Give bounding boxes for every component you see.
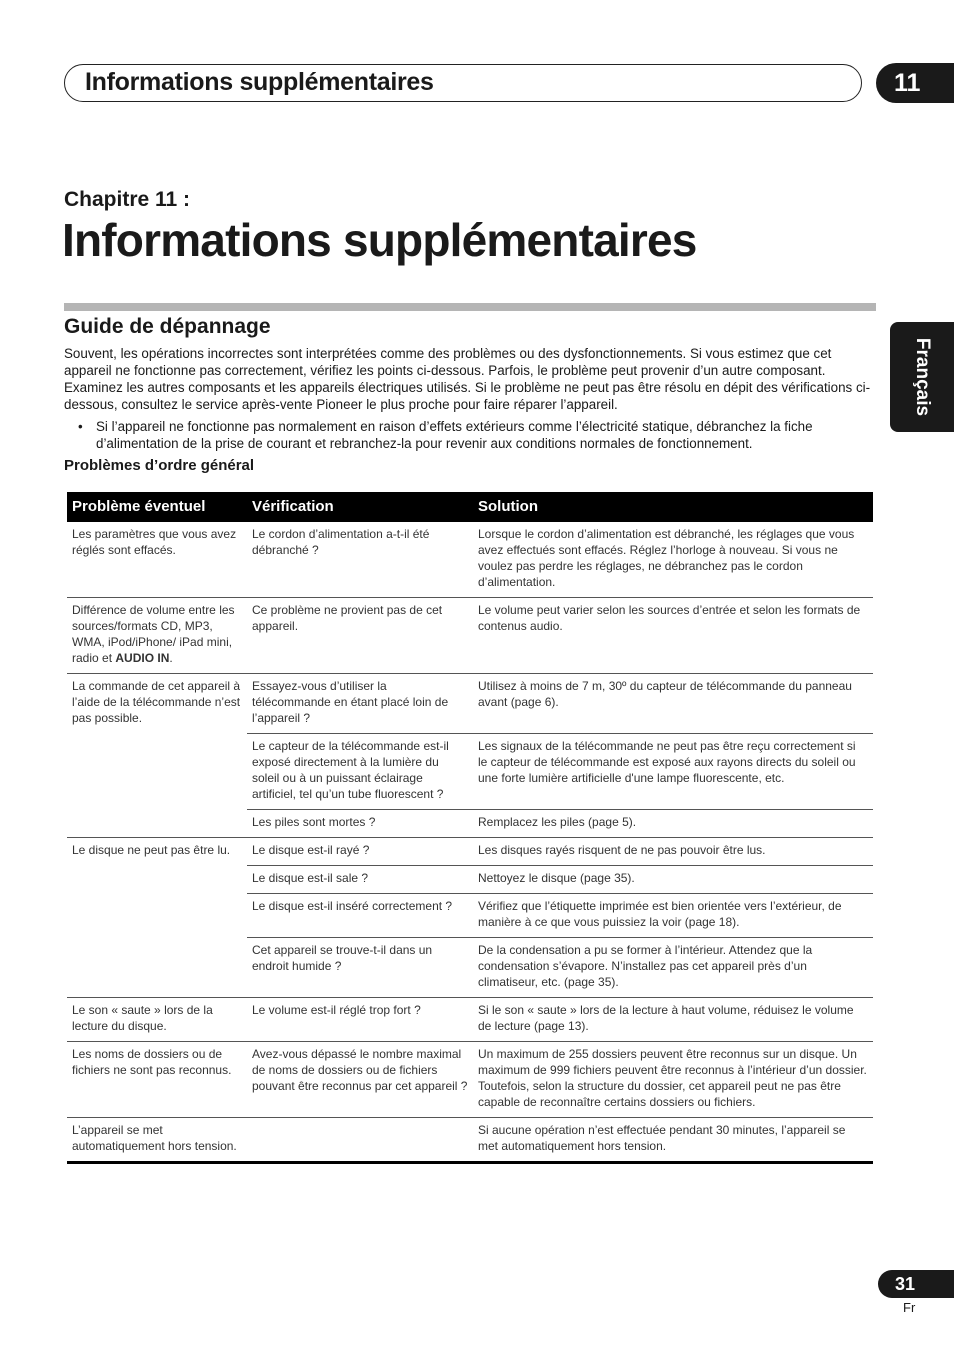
solution-cell: Si le son « saute » lors de la lecture à haut volume, réduisez le volume de lecture (page 13). bbox=[473, 998, 873, 1042]
column-header-solution: Solution bbox=[473, 492, 873, 522]
problem-cell: Les noms de dossiers ou de fichiers ne sont pas reconnus. bbox=[67, 1042, 247, 1118]
problem-cell: Le son « saute » lors de la lecture du disque. bbox=[67, 998, 247, 1042]
section-title: Guide de dépannage bbox=[64, 315, 271, 338]
table-row bbox=[67, 1042, 873, 1118]
check-cell: Le capteur de la télécommande est-il exposé directement à la lumière du soleil ou à un puissant éclairage artificiel, tel qu’un tube fluorescent ? bbox=[247, 734, 473, 810]
solution-cell: Le volume peut varier selon les sources d’entrée et selon les formats de contenus audio. bbox=[473, 598, 873, 674]
table-row bbox=[67, 522, 873, 598]
bullet-text: Si l’appareil ne fonctionne pas normalement en raison d’effets extérieurs comme l’électricité statique, débranchez la fiche d’alimentation de la prise de courant et rebranchez-la pour revenir aux conditions normales de fonctionnement. bbox=[96, 419, 813, 451]
table-row bbox=[67, 998, 873, 1042]
problem-cell: L’appareil se met automatiquement hors tension. bbox=[67, 1118, 247, 1163]
page-title: Informations supplémentaires bbox=[62, 214, 697, 266]
solution-cell: Utilisez à moins de 7 m, 30º du capteur de télécommande du panneau avant (page 6). bbox=[473, 674, 873, 734]
solution-cell: Lorsque le cordon d’alimentation est débranché, les réglages que vous avez effectués sont effacés. Réglez l’horloge à nouveau. Si vous ne voulez pas perdre les réglages, ne débranchez pas le cordon d’alimentation. bbox=[473, 522, 873, 598]
problem-cell: Les paramètres que vous avez réglés sont effacés. bbox=[67, 522, 247, 598]
problem-cell: Le disque ne peut pas être lu. bbox=[67, 838, 247, 998]
solution-cell: De la condensation a pu se former à l’intérieur. Attendez que la condensation s’évapore. N’installez pas cet appareil près d’un climatiseur, etc. (page 35). bbox=[473, 938, 873, 998]
problem-cell bbox=[67, 598, 247, 674]
solution-cell: Remplacez les piles (page 5). bbox=[473, 810, 873, 838]
bullet-note bbox=[64, 418, 876, 452]
solution-cell: Nettoyez le disque (page 35). bbox=[473, 866, 873, 894]
chapter-label: Chapitre 11 : bbox=[64, 188, 191, 211]
solution-cell: Si aucune opération n’est effectuée pendant 30 minutes, l’appareil se met automatiquement hors tension. bbox=[473, 1118, 873, 1163]
problem-text: Différence de volume entre les sources/formats CD, MP3, WMA, iPod/iPhone/ iPad mini, radio et bbox=[72, 603, 235, 665]
page-number-badge: 31 bbox=[878, 1270, 954, 1298]
check-cell: Avez-vous dépassé le nombre maximal de noms de dossiers ou de fichiers pouvant être reconnus par cet appareil ? bbox=[247, 1042, 473, 1118]
column-header-check: Vérification bbox=[247, 492, 473, 522]
header-title: Informations supplémentaires bbox=[85, 68, 434, 96]
check-cell: Cet appareil se trouve-t-il dans un endroit humide ? bbox=[247, 938, 473, 998]
table-row bbox=[67, 1118, 873, 1163]
check-cell: Le disque est-il rayé ? bbox=[247, 838, 473, 866]
problem-suffix: . bbox=[169, 651, 173, 665]
solution-cell: Vérifiez que l’étiquette imprimée est bien orientée vers l’extérieur, de manière à ce que vous puissiez la voir (page 18). bbox=[473, 894, 873, 938]
table-row bbox=[67, 598, 873, 674]
check-cell: Le disque est-il sale ? bbox=[247, 866, 473, 894]
subheading: Problèmes d’ordre général bbox=[64, 457, 255, 474]
table-row bbox=[67, 838, 873, 866]
table-header-row bbox=[67, 492, 873, 522]
chapter-number-badge: 11 bbox=[876, 63, 954, 103]
section-divider bbox=[64, 303, 876, 311]
language-code: Fr bbox=[903, 1300, 916, 1315]
column-header-problem: Problème éventuel bbox=[67, 492, 247, 522]
check-cell: Essayez-vous d’utiliser la télécommande en étant placé loin de l’appareil ? bbox=[247, 674, 473, 734]
check-cell: Le disque est-il inséré correctement ? bbox=[247, 894, 473, 938]
check-cell: Ce problème ne provient pas de cet appareil. bbox=[247, 598, 473, 674]
bullet-dot: • bbox=[78, 419, 83, 434]
solution-cell: Les disques rayés risquent de ne pas pouvoir être lus. bbox=[473, 838, 873, 866]
header-bar bbox=[64, 64, 862, 102]
language-tab-label: Français bbox=[912, 337, 933, 417]
problem-bold-text: AUDIO IN bbox=[115, 651, 170, 665]
table-row bbox=[67, 674, 873, 734]
check-cell: Les piles sont mortes ? bbox=[247, 810, 473, 838]
language-tab bbox=[890, 322, 954, 432]
check-cell: Le cordon d’alimentation a-t-il été débranché ? bbox=[247, 522, 473, 598]
troubleshooting-table bbox=[67, 492, 873, 1164]
check-cell bbox=[247, 1118, 473, 1163]
problem-cell: La commande de cet appareil à l’aide de la télécommande n’est pas possible. bbox=[67, 674, 247, 838]
intro-paragraph: Souvent, les opérations incorrectes sont interprétées comme des problèmes ou des dysfonctionnements. Si vous estimez que cet appareil ne fonctionne pas correctement, vérifiez les points ci-dessous. Parfois, le problème peut provenir d’un autre composant. Examinez les autres composants et les appareils électriques utilisés. Si le problème ne peut pas être résolu en dépit des vérifications ci-dessous, consultez le service après-vente Pioneer le plus proche pour faire réparer l’appareil. bbox=[64, 346, 871, 412]
solution-cell: Un maximum de 255 dossiers peuvent être reconnus sur un disque. Un maximum de 999 fichiers peuvent être reconnus à l’intérieur d’un dossier. Toutefois, selon la structure du dossier, cet appareil peut ne pas être capable de reconnaître certains dossiers ou fichiers. bbox=[473, 1042, 873, 1118]
check-cell: Le volume est-il réglé trop fort ? bbox=[247, 998, 473, 1042]
solution-cell: Les signaux de la télécommande ne peut pas être reçu correctement si le capteur de télécommande est exposé aux rayons directs du soleil ou une forte lumière artificielle d'une lampe fluorescente, etc. bbox=[473, 734, 873, 810]
